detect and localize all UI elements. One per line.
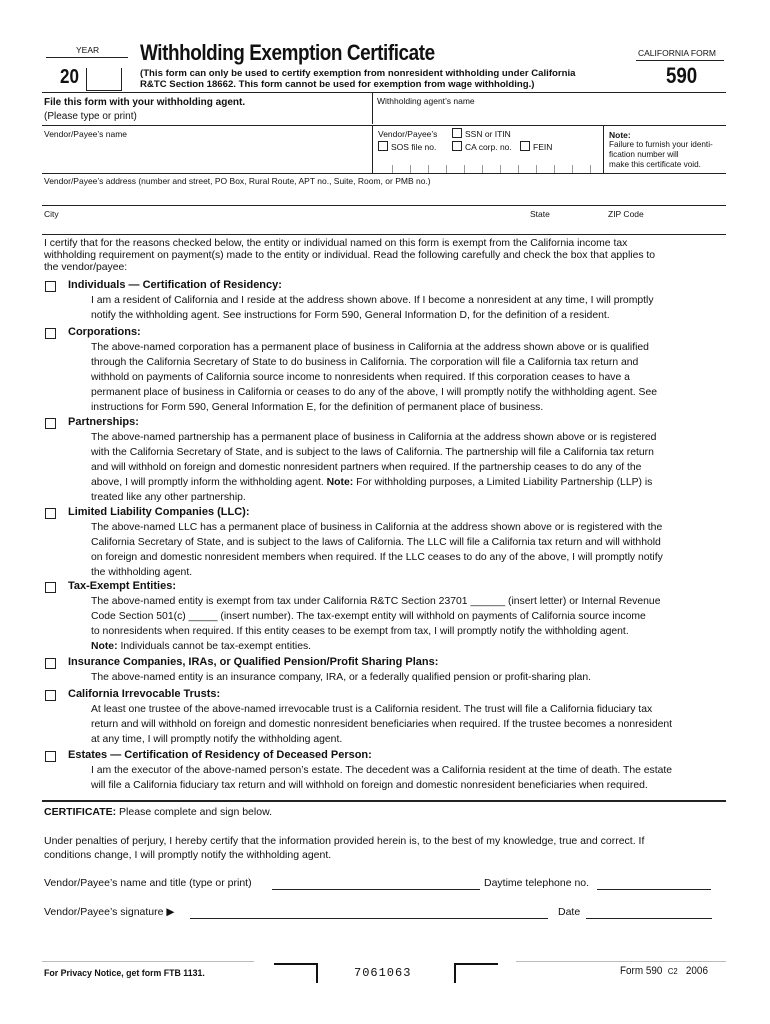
- vendor-name-label: Vendor/Payee’s name: [44, 129, 128, 139]
- trusts-checkbox[interactable]: [45, 690, 56, 701]
- tax-exempt-line: The above-named entity is exempt from tax under California R&TC Section 23701 ______ (insert letter) or Internal Revenue: [91, 596, 661, 607]
- form-title: Withholding Exemption Certificate: [140, 40, 435, 65]
- id-tick: [464, 165, 465, 173]
- vendor-name-field[interactable]: [44, 140, 370, 170]
- vendor-id-label-1: Vendor/Payee’s: [378, 129, 438, 139]
- individuals-line: I am a resident of California and I reside at the address shown above. If I become a nonresident at any time, I will promptly: [91, 295, 654, 306]
- id-tick: [410, 165, 411, 173]
- insurance-line: The above-named entity is an insurance company, IRA, or a federally qualified pension or profit-sharing plan.: [91, 672, 591, 683]
- individuals-checkbox[interactable]: [45, 281, 56, 292]
- tax-exempt-line: Code Section 501(c) _____ (insert number). The tax-exempt entity will withhold on payments of California source income: [91, 611, 646, 622]
- year-rule: [46, 57, 128, 58]
- form-subtitle-2: R&TC Section 18662. This form cannot be used for exemption from wage withholding.): [140, 79, 535, 90]
- note-line-2: fication number will: [609, 150, 679, 159]
- individuals-title: Individuals — Certification of Residency:: [68, 279, 282, 291]
- id-tick: [428, 165, 429, 173]
- city-field[interactable]: [44, 219, 514, 233]
- year-suffix-field[interactable]: [86, 68, 122, 91]
- certificate-heading: [44, 806, 272, 818]
- footer-form-number: [620, 965, 708, 977]
- note-line-1: Failure to furnish your identi-: [609, 140, 713, 149]
- intro-line-2: withholding requirement on payment(s) made to the entity or individual. Read the following carefully and check the box that applies to: [44, 250, 656, 261]
- california-form-label: CALIFORNIA FORM: [638, 48, 716, 58]
- estates-line: will file a California fiduciary tax return and will withhold on foreign and domestic nonresident beneficiaries when required.: [91, 780, 648, 791]
- trusts-line: return and will withhold on foreign and domestic nonresident beneficiaries when required. If the trustee becomes a nonresident: [91, 719, 673, 730]
- fein-option[interactable]: [520, 141, 552, 152]
- date-label: Date: [558, 906, 581, 918]
- corporations-title: Corporations:: [68, 326, 141, 338]
- zip-label: ZIP Code: [608, 209, 644, 219]
- name-title-label: Vendor/Payee’s name and title (type or print): [44, 877, 252, 889]
- intro-line-1: I certify that for the reasons checked below, the entity or individual named on this form is exempt from the California income tax: [44, 238, 628, 249]
- corporations-line: permanent place of business in California or ceases to do any of the above, I will promptly notify the withholding agent. See: [91, 387, 658, 398]
- sos-checkbox[interactable]: [378, 141, 388, 151]
- intro-line-3: the vendor/payee:: [44, 262, 128, 273]
- estates-title: Estates — Certification of Residency of Deceased Person:: [68, 749, 372, 761]
- form-number: 590: [666, 63, 698, 88]
- ssn-option[interactable]: [452, 128, 511, 139]
- phone-field[interactable]: [597, 876, 711, 890]
- llc-line: California Secretary of State, and is subject to the laws of California. The LLC will file a California tax return and will withhold: [91, 537, 661, 548]
- address-field[interactable]: [44, 188, 724, 204]
- tax-exempt-note: [91, 639, 311, 655]
- trusts-line: at any time, I will promptly notify the withholding agent.: [91, 734, 343, 745]
- id-tick: [536, 165, 537, 173]
- individuals-line: notify the withholding agent. See instructions for Form 590, General Information D, for the definition of a resident.: [91, 310, 610, 321]
- sections-bottom-rule: [42, 800, 726, 802]
- corporations-checkbox[interactable]: [45, 328, 56, 339]
- note-title: Note:: [609, 130, 631, 140]
- ca-corp-label: CA corp. no.: [465, 142, 512, 152]
- address-label: Vendor/Payee’s address (number and street, PO Box, Rural Route, APT no., Suite, Room, or PMB no.): [44, 176, 431, 186]
- city-label: City: [44, 209, 59, 219]
- id-tick: [554, 165, 555, 173]
- ssn-label: SSN or ITIN: [465, 129, 511, 139]
- id-tick: [500, 165, 501, 173]
- corner-mark-left: [274, 963, 318, 983]
- footer-form-label: Form 590: [620, 965, 663, 977]
- partnerships-line-5: treated like any other partnership.: [91, 492, 246, 503]
- tax-exempt-note-label: Note:: [91, 641, 118, 652]
- insurance-checkbox[interactable]: [45, 658, 56, 669]
- fein-label: FEIN: [533, 142, 553, 152]
- id-tick: [572, 165, 573, 173]
- llc-title: Limited Liability Companies (LLC):: [68, 506, 250, 518]
- llc-line: the withholding agent.: [91, 567, 193, 578]
- id-tick: [446, 165, 447, 173]
- certificate-instruction: Please complete and sign below.: [116, 806, 272, 818]
- corporations-line: withhold on payments of California source income to nonresidents when required. If this corporation ceases to have a: [91, 372, 630, 383]
- zip-field[interactable]: [606, 219, 724, 233]
- corner-mark-right: [454, 963, 498, 983]
- barcode-number: 7061063: [354, 966, 412, 980]
- partnerships-line-4a: above, I will promptly inform the withholding agent.: [91, 477, 327, 488]
- form-number-rule: [636, 60, 724, 61]
- state-field[interactable]: [528, 219, 598, 233]
- privacy-notice: For Privacy Notice, get form FTB 1131.: [44, 968, 205, 978]
- ca-corp-checkbox[interactable]: [452, 141, 462, 151]
- corporations-line: through the California Secretary of State to do business in California. The corporation will file a California tax return and: [91, 357, 639, 368]
- ca-corp-option[interactable]: [452, 141, 512, 152]
- perjury-line-1: Under penalties of perjury, I hereby certify that the information provided herein is, to the best of my knowledge, true and correct. If: [44, 835, 645, 847]
- id-tick: [590, 165, 591, 173]
- insurance-title: Insurance Companies, IRAs, or Qualified Pension/Profit Sharing Plans:: [68, 656, 439, 668]
- estates-checkbox[interactable]: [45, 751, 56, 762]
- footer-rule-right: [516, 961, 726, 962]
- phone-label: Daytime telephone no.: [484, 877, 590, 889]
- address-bottom-rule: [42, 205, 726, 206]
- certificate-label: CERTIFICATE:: [44, 806, 117, 818]
- sos-file-label: SOS file no.: [391, 142, 437, 152]
- partnerships-line: The above-named partnership has a permanent place of business in California at the address shown above or is registered: [91, 432, 657, 443]
- state-label: State: [530, 209, 550, 219]
- perjury-line-2: conditions change, I will promptly notify the withholding agent.: [44, 849, 332, 861]
- header-bottom-rule: [42, 92, 726, 93]
- partnerships-line: and will withhold on foreign and domestic nonresident partners when required. If the partnership ceases to do any of the: [91, 462, 642, 473]
- partnerships-line-4c: For withholding purposes, a Limited Liability Partnership (LLP) is: [353, 477, 653, 488]
- estates-line: I am the executor of the above-named person’s estate. The decedent was a California resident at the time of death. The estate: [91, 765, 673, 776]
- agent-name-field[interactable]: [374, 106, 724, 124]
- tax-exempt-note-text: Individuals cannot be tax-exempt entities.: [117, 641, 312, 652]
- tax-exempt-checkbox[interactable]: [45, 582, 56, 593]
- partnerships-checkbox[interactable]: [45, 418, 56, 429]
- id-tick: [482, 165, 483, 173]
- form-subtitle-1: (This form can only be used to certify exemption from nonresident withholding under California: [140, 68, 576, 79]
- partnerships-line: with the California Secretary of State, and is subject to the laws of California. The partnership will file a California tax return: [91, 447, 654, 458]
- date-field[interactable]: [586, 905, 712, 919]
- city-bottom-rule: [42, 234, 726, 235]
- tax-exempt-line: to nonresidents when required. If this entity ceases to be exempt from tax, I will promptly notify the withholding agent.: [91, 626, 629, 637]
- vendor-name-bottom-rule: [42, 173, 726, 174]
- year-label: YEAR: [76, 45, 100, 55]
- agent-divider: [372, 92, 373, 124]
- footer-rule-left: [42, 961, 254, 962]
- vendor-id-number-field[interactable]: [374, 158, 602, 172]
- trusts-title: California Irrevocable Trusts:: [68, 688, 221, 700]
- agent-name-label: Withholding agent’s name: [377, 96, 475, 106]
- fein-checkbox[interactable]: [520, 141, 530, 151]
- id-tick: [392, 165, 393, 173]
- year-prefix: 20: [60, 66, 79, 88]
- tax-exempt-title: Tax-Exempt Entities:: [68, 580, 176, 592]
- corporations-line: instructions for Form 590, General Information E, for the definition of permanent place of business.: [91, 402, 544, 413]
- partnerships-line-4: [91, 475, 652, 491]
- llc-checkbox[interactable]: [45, 508, 56, 519]
- llc-line: on foreign and domestic nonresident members when required. If the LLC ceases to do any of the above, I will promptly notify: [91, 552, 663, 563]
- vendor-id-divider: [372, 125, 373, 173]
- trusts-line: At least one trustee of the above-named irrevocable trust is a California resident. The trust will file a California fiduciary tax: [91, 704, 653, 715]
- llc-line: The above-named LLC has a permanent place of business in California at the address shown above or is registered with the: [91, 522, 663, 533]
- corporations-line: The above-named corporation has a permanent place of business in California at the address shown above or is qualified: [91, 342, 649, 353]
- footer-code: C2: [667, 966, 678, 976]
- file-with-agent: File this form with your withholding agent.: [44, 97, 246, 108]
- footer-year: 2006: [685, 965, 708, 977]
- signature-field[interactable]: [190, 905, 548, 919]
- partnerships-note-label: Note:: [326, 477, 354, 488]
- partnerships-title: Partnerships:: [68, 416, 139, 428]
- id-tick: [518, 165, 519, 173]
- sos-file-option[interactable]: [378, 141, 436, 152]
- please-type-or-print: (Please type or print): [44, 111, 137, 122]
- note-line-3: make this certificate void.: [609, 160, 701, 169]
- ssn-checkbox[interactable]: [452, 128, 462, 138]
- signature-label: Vendor/Payee’s signature ▶: [44, 906, 175, 918]
- name-title-field[interactable]: [272, 876, 480, 890]
